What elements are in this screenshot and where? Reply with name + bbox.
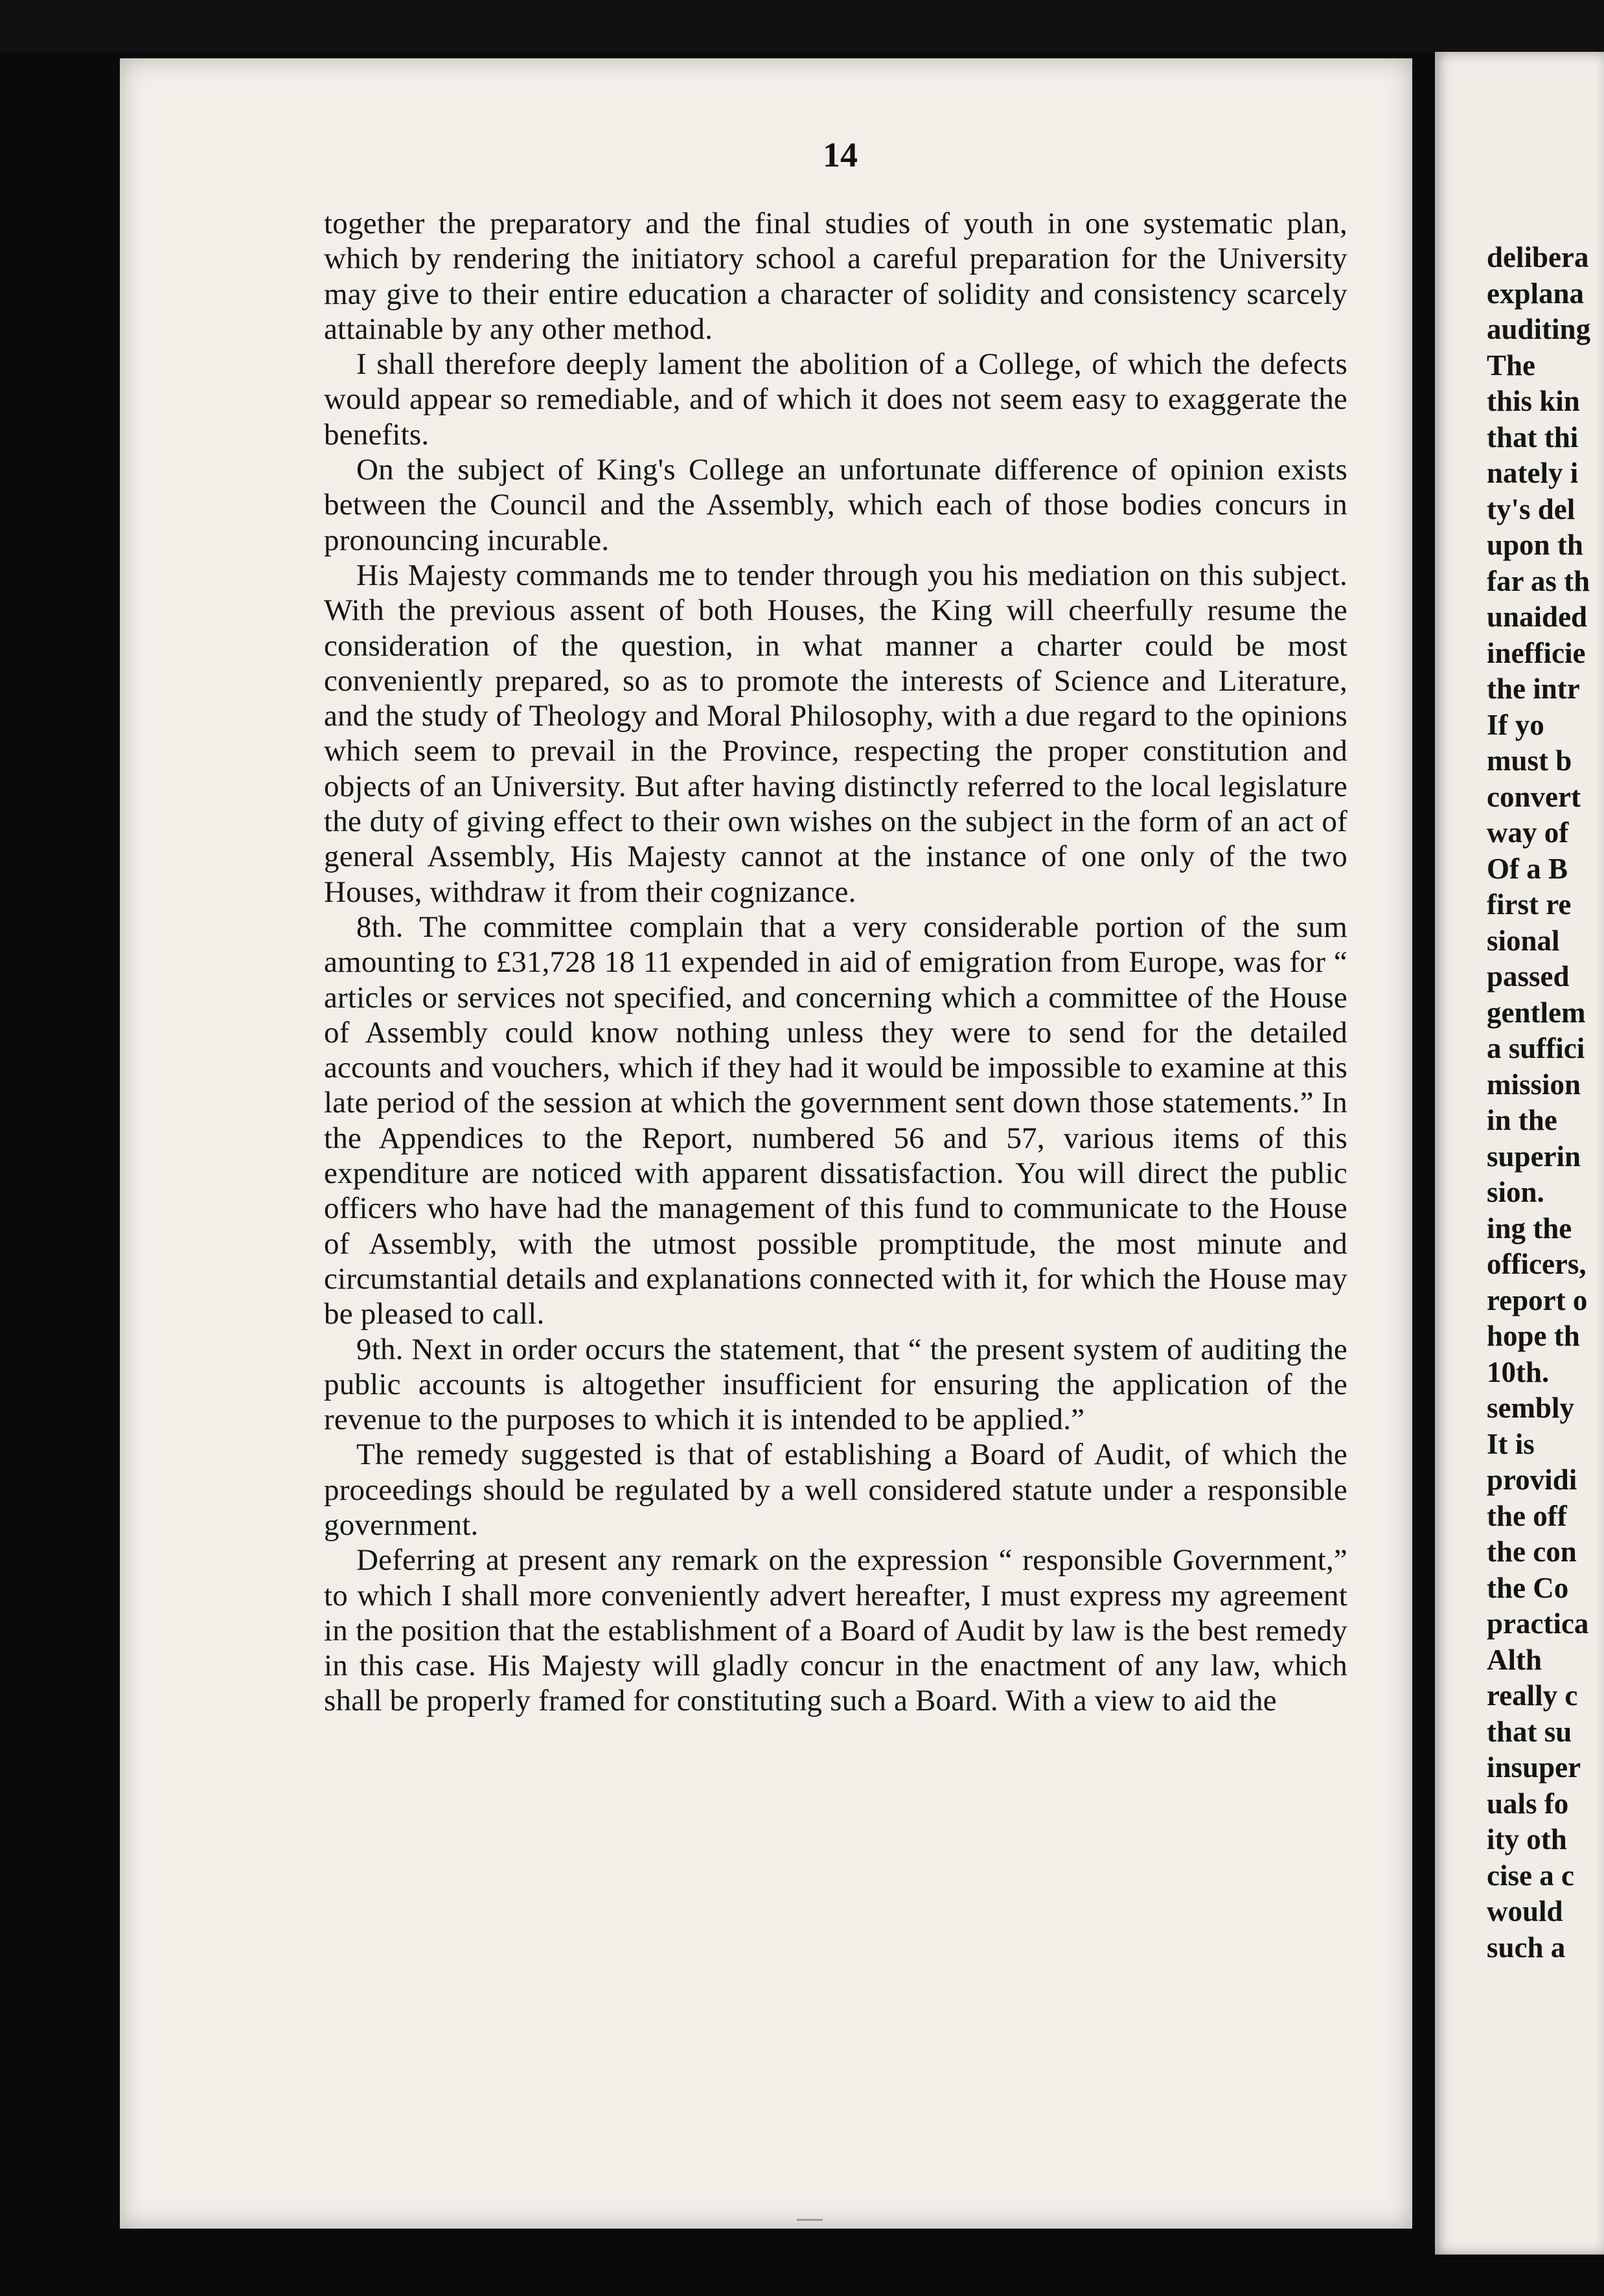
- paragraph: Deferring at present any remark on the expression “ responsible Government,” to which I shall more conveniently advert hereafter, I must express my agreement in the position that the establishment of a Board of Audit by law is the best remedy in this case. His Majesty will gladly concur in the enactment of any law, which shall be properly framed for constituting such a Board. With a view to aid the: [324, 1543, 1347, 1718]
- next-page-line: insuper: [1487, 1751, 1581, 1784]
- next-page-line: nately i: [1487, 457, 1579, 489]
- next-page-line: ity oth: [1487, 1823, 1567, 1855]
- paragraph: His Majesty commands me to tender through you his mediation on this subject. With the previous assent of both Houses, the King will cheerfully resume the consideration of the question, in what manner a charter could be most conveniently prepared, so as to promote the interests of Science and Literature, and the study of Theology and Moral Philosophy, with a due regard to the opinions which seem to prevail in the Province, respecting the proper constitution and objects of an University. But after having distinctly referred to the local legislature the duty of giving effect to their own wishes on the subject in the form of an act of general Assembly, His Majesty cannot at the instance of one only of the two Houses, withdraw it from their cognizance.: [324, 558, 1347, 909]
- next-page-line: Alth: [1487, 1643, 1542, 1676]
- next-page-line: that su: [1487, 1715, 1572, 1748]
- paragraph: 8th. The committee complain that a very considerable portion of the sum amounting to £31,728 18 11 expended in aid of emigration from Europe, was for “ articles or services not specified, and concerning which a committee of the House of Assembly could know nothing unless they were to send for the detailed accounts and vouchers, which if they had it would be impossible to examine at this late period of the session at which the government sent down those statements.” In the Appendices to the Report, numbered 56 and 57, various items of this expenditure are noticed with apparent dissatisfaction. You will direct the public officers who have had the management of this fund to communicate to the House of Assembly, with the utmost possible promptitude, the most minute and circumstantial details and explanations connected with it, for which the House may be pleased to call.: [324, 910, 1347, 1331]
- next-page-line: sional: [1487, 924, 1560, 957]
- next-page-line: first re: [1487, 888, 1572, 921]
- next-page-line: Of a B: [1487, 852, 1568, 885]
- next-page-line: that thi: [1487, 420, 1579, 453]
- next-page-line: providi: [1487, 1464, 1577, 1496]
- next-page-line: way of: [1487, 816, 1569, 849]
- next-page-line: ty's del: [1487, 492, 1575, 525]
- next-page-line: convert: [1487, 780, 1581, 813]
- next-page-line: sembly: [1487, 1392, 1574, 1424]
- next-page-line: auditing: [1487, 313, 1591, 345]
- next-page-line: If yo: [1487, 708, 1544, 741]
- next-page-line: superin: [1487, 1140, 1581, 1173]
- next-page-line: such a: [1487, 1931, 1566, 1964]
- next-page-line: It is: [1487, 1427, 1535, 1460]
- page-number: 14: [823, 135, 858, 174]
- next-page-line: in the: [1487, 1104, 1557, 1136]
- page-body: [324, 206, 1347, 1719]
- next-page-line: must b: [1487, 744, 1572, 777]
- next-page-line: the intr: [1487, 672, 1580, 705]
- next-page-line: explana: [1487, 277, 1585, 310]
- next-page-line: hope th: [1487, 1320, 1580, 1352]
- next-page-line: the Co: [1487, 1571, 1569, 1604]
- next-page-line: cise a c: [1487, 1859, 1574, 1892]
- next-page-line: uals fo: [1487, 1787, 1569, 1820]
- paragraph: together the preparatory and the final studies of youth in one systematic plan, which by rendering the initiatory school a careful preparation for the University may give to their entire education a character of solidity and consistency scarcely attainable by any other method.: [324, 207, 1347, 346]
- next-page-line: this kin: [1487, 385, 1580, 417]
- next-page-line: delibera: [1487, 241, 1589, 273]
- next-page-line: ing the: [1487, 1211, 1572, 1245]
- next-page-line: mission: [1487, 1068, 1581, 1101]
- paragraph: I shall therefore deeply lament the abolition of a College, of which the defects would appear so remediable, and of which it does not seem easy to exaggerate the benefits.: [324, 347, 1347, 452]
- next-page-line: far as th: [1487, 564, 1590, 597]
- next-page-line: really c: [1487, 1679, 1578, 1712]
- next-page-line: the off: [1487, 1499, 1567, 1532]
- next-page-line: officers,: [1487, 1248, 1587, 1280]
- next-page-line: passed: [1487, 960, 1570, 993]
- next-page-line: The: [1487, 349, 1536, 382]
- next-page-line: a suffici: [1487, 1032, 1585, 1064]
- next-page-line: unaided: [1487, 601, 1588, 633]
- paragraph: On the subject of King's College an unfortunate difference of opinion exists between the Council and the Assembly, which each of those bodies concurs in pronouncing incurable.: [324, 453, 1347, 557]
- next-page-line: upon th: [1487, 529, 1583, 561]
- next-page-line: sion.: [1487, 1176, 1544, 1208]
- scan-mark: [797, 2219, 823, 2221]
- next-page-line: the con: [1487, 1535, 1577, 1568]
- scan-edge: [0, 0, 1604, 52]
- paragraph: The remedy suggested is that of establishing a Board of Audit, of which the proceedings should be regulated by a well considered statute under a responsible government.: [324, 1438, 1347, 1542]
- next-page-line: gentlem: [1487, 996, 1586, 1029]
- next-page-line: inefficie: [1487, 636, 1586, 669]
- next-page-line: 10th.: [1487, 1355, 1550, 1388]
- next-page-line: would: [1487, 1895, 1563, 1927]
- next-page-line: report o: [1487, 1283, 1588, 1316]
- next-page-line: practica: [1487, 1607, 1589, 1640]
- next-page-text: [1487, 240, 1604, 1966]
- paragraph: 9th. Next in order occurs the statement, that “ the present system of auditing the public accounts is altogether insufficient for ensuring the application of the revenue to the purposes to which it is intended to be applied.”: [324, 1332, 1347, 1437]
